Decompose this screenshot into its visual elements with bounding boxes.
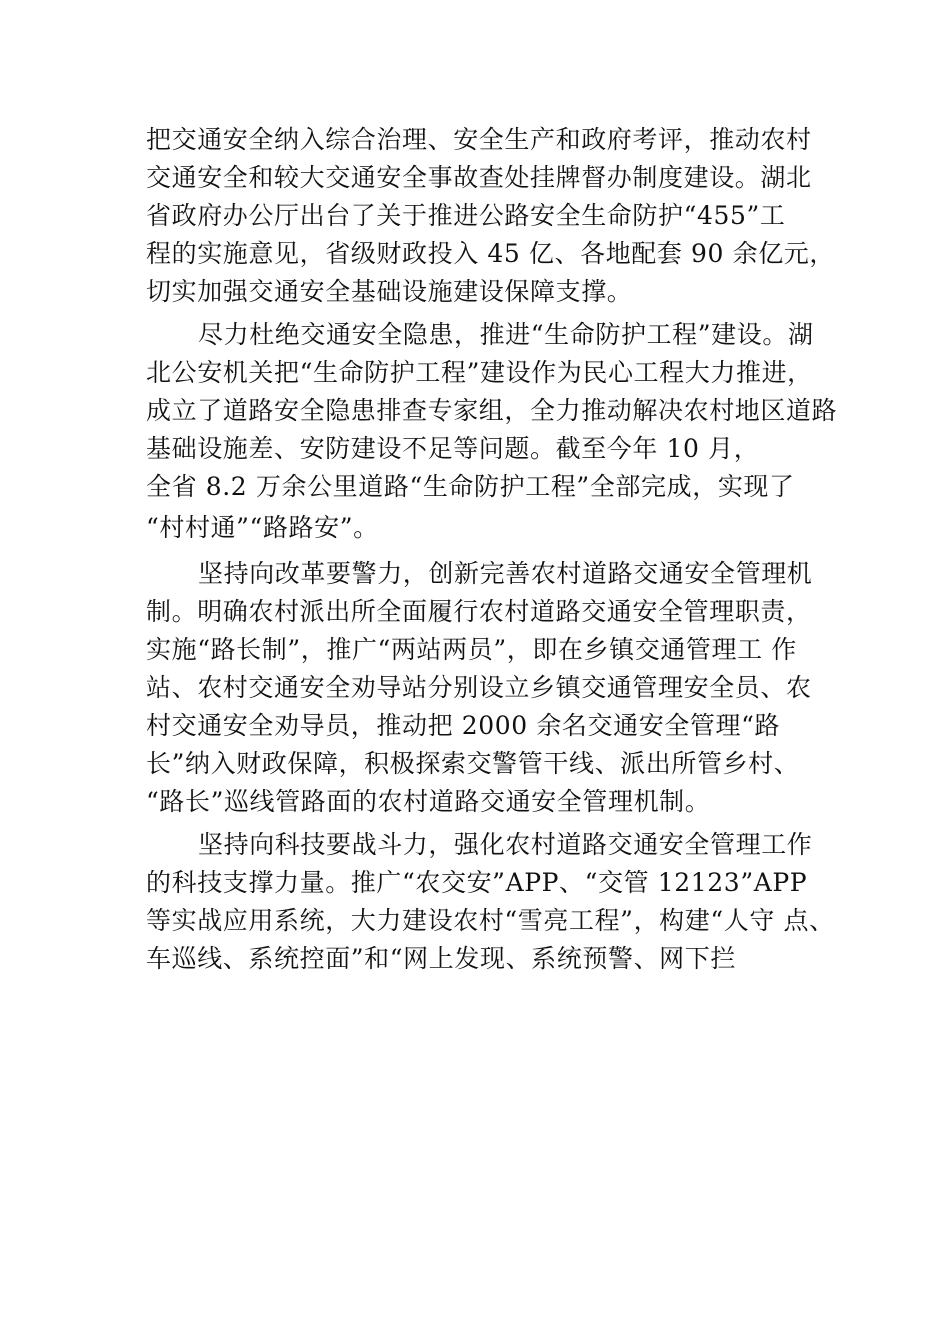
paragraph-first-line: 坚持向改革要警力，创新完善农村道路交通安全管理机 <box>198 559 813 588</box>
paragraph-first-line: 坚持向科技要战斗力，强化农村道路交通安全管理工作 <box>198 830 813 859</box>
text-line: 北公安机关把“生命防护工程”建设作为民心工程大力推进， <box>146 358 813 387</box>
text-line: 基础设施差、安防建设不足等问题。截至今年 10 月， <box>146 434 760 463</box>
text-line: 等实战应用系统，大力建设农村“雪亮工程”，构建“人守 点、 <box>146 906 835 935</box>
text-line: 切实加强交通安全基础设施建设保障支撑。 <box>146 277 633 306</box>
text-line: 把交通安全纳入综合治理、安全生产和政府考评，推动农村 <box>146 125 812 154</box>
text-line: 站、农村交通安全劝导站分别设立乡镇交通管理安全员、农 <box>146 673 812 702</box>
text-line: “路长”巡线管路面的农村道路交通安全管理机制。 <box>146 787 711 816</box>
text-line: 实施“路长制”，推广“两站两员”，即在乡镇交通管理工 作 <box>146 635 797 664</box>
text-line: 程的实施意见，省级财政投入 45 亿、各地配套 90 余亿元， <box>146 239 836 268</box>
text-line: 省政府办公厅出台了关于推进公路安全生命防护“455”工 <box>146 201 786 230</box>
text-line: 车巡线、系统控面”和“网上发现、系统预警、网下拦 <box>146 944 736 973</box>
text-line: 长”纳入财政保障，积极探索交警管干线、派出所管乡村、 <box>146 749 800 778</box>
text-line: 成立了道路安全隐患排查专家组，全力推动解决农村地区道路 <box>146 396 838 425</box>
text-line: 制。明确农村派出所全面履行农村道路交通安全管理职责， <box>146 597 812 626</box>
paragraph-first-line: 尽力杜绝交通安全隐患，推进“生命防护工程”建设。湖 <box>198 320 814 349</box>
text-line: 全省 8.2 万余公里道路“生命防护工程”全部完成，实现了 <box>146 472 795 501</box>
text-line: 村交通安全劝导员，推动把 2000 余名交通安全管理“路 <box>146 711 781 740</box>
text-line: 的科技支撑力量。推广“农交安”APP、“交管 12123”APP <box>146 868 808 897</box>
text-line: “村村通”“路路安”。 <box>146 513 379 542</box>
text-line: 交通安全和较大交通安全事故查处挂牌督办制度建设。湖北 <box>146 163 812 192</box>
